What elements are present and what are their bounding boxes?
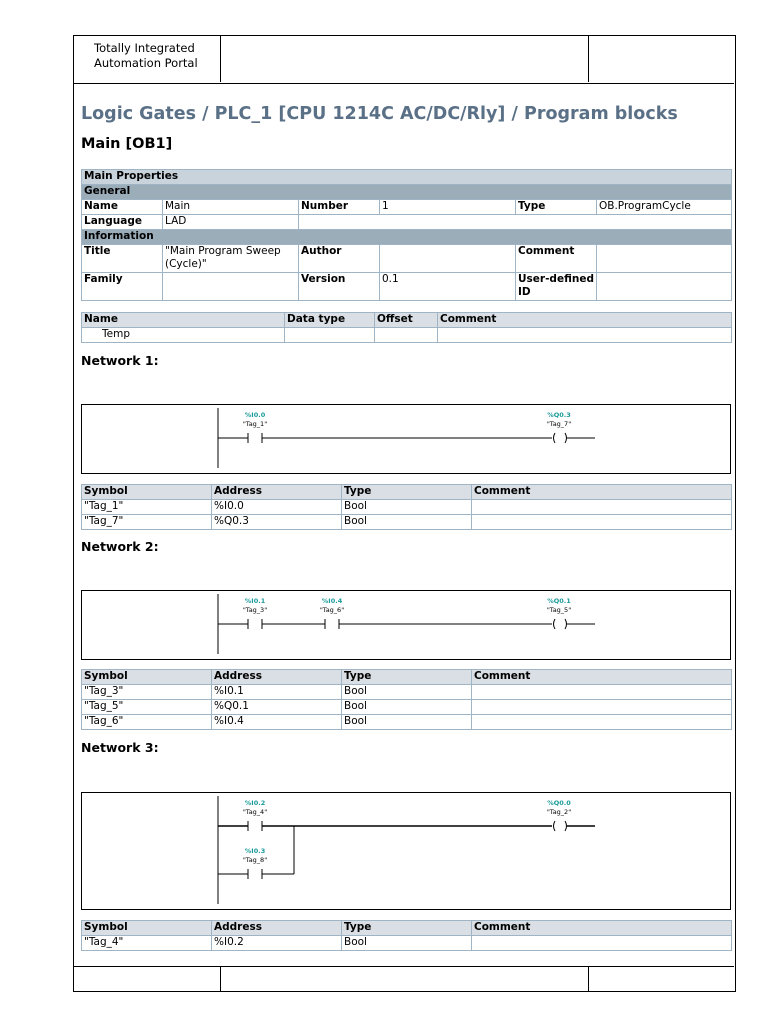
version-label: Version (299, 273, 380, 301)
network-3-title: Network 3: (81, 740, 159, 755)
network-2-diagram (82, 591, 732, 661)
number-value: 1 (380, 200, 516, 215)
interface-cell-comment (438, 328, 732, 343)
contact-tag: "Tag_6" (319, 606, 345, 614)
type-header: Type (342, 670, 472, 685)
interface-table (81, 312, 732, 343)
network-3-ladder (81, 792, 731, 910)
comment-cell (472, 500, 732, 515)
coil-icon (554, 619, 567, 629)
symbol-cell: "Tag_5" (82, 700, 212, 715)
coil-address: %Q0.0 (547, 799, 571, 807)
contact-tag: "Tag_3" (242, 606, 268, 614)
symbol-cell: "Tag_3" (82, 685, 212, 700)
coil-tag: "Tag_5" (546, 606, 572, 614)
symbol-cell: "Tag_4" (82, 936, 212, 951)
language-label: Language (82, 215, 163, 230)
number-label: Number (299, 200, 380, 215)
version-value: 0.1 (380, 273, 516, 301)
section-general: General (82, 185, 732, 200)
page-title: Logic Gates / PLC_1 [CPU 1214C AC/DC/Rly] / Program blocks (81, 104, 678, 124)
interface-row (82, 328, 732, 343)
no-contact-icon (248, 619, 262, 629)
network-1-symbol-table (81, 484, 732, 530)
page-footer (74, 966, 734, 991)
type-header: Type (342, 921, 472, 936)
type-header: Type (342, 485, 472, 500)
network-2-ladder (81, 590, 731, 660)
section-information: Information (82, 230, 732, 245)
title-value: "Main Program Sweep (Cycle)" (163, 245, 299, 273)
language-filler (299, 215, 732, 230)
network-3-diagram (82, 793, 732, 911)
name-label: Name (82, 200, 163, 215)
symbol-header: Symbol (82, 485, 212, 500)
comment-cell (472, 936, 732, 951)
network-1-ladder (81, 404, 731, 474)
interface-header-name: Name (82, 313, 285, 328)
contact-address: %I0.2 (244, 799, 266, 807)
branch-contact-tag: "Tag_8" (242, 856, 268, 864)
symbol-header: Symbol (82, 921, 212, 936)
address-cell: %Q0.1 (212, 700, 342, 715)
symbol-header: Symbol (82, 670, 212, 685)
network-2-title: Network 2: (81, 539, 159, 554)
interface-header-datatype: Data type (285, 313, 375, 328)
coil-tag: "Tag_2" (546, 808, 572, 816)
address-cell: %Q0.3 (212, 515, 342, 530)
type-cell: Bool (342, 715, 472, 730)
type-cell: Bool (342, 500, 472, 515)
address-cell: %I0.0 (212, 500, 342, 515)
comment-cell (472, 515, 732, 530)
contact-tag: "Tag_1" (242, 420, 268, 428)
type-cell: Bool (342, 700, 472, 715)
comment-cell (472, 715, 732, 730)
interface-cell-offset (375, 328, 438, 343)
branch-contact-address: %I0.3 (244, 847, 266, 855)
author-label: Author (299, 245, 380, 273)
contact-tag: "Tag_4" (242, 808, 268, 816)
coil-address: %Q0.3 (547, 411, 571, 419)
address-cell: %I0.4 (212, 715, 342, 730)
interface-header-offset: Offset (375, 313, 438, 328)
header-product-name (74, 36, 221, 82)
comment-label: Comment (516, 245, 597, 273)
interface-cell-datatype (285, 328, 375, 343)
no-contact-icon (248, 869, 262, 879)
title-label: Title (82, 245, 163, 273)
type-cell: Bool (342, 685, 472, 700)
header-line-2: Automation Portal (94, 56, 198, 70)
block-title: Main [OB1] (81, 136, 173, 152)
type-cell: Bool (342, 515, 472, 530)
table-row (82, 936, 732, 951)
interface-cell-name: Temp (82, 328, 285, 343)
network-1-title: Network 1: (81, 353, 159, 368)
contact-address: %I0.1 (244, 597, 266, 605)
type-label: Type (516, 200, 597, 215)
table-row (82, 715, 732, 730)
address-header: Address (212, 670, 342, 685)
no-contact-icon (248, 433, 262, 443)
symbol-cell: "Tag_6" (82, 715, 212, 730)
symbol-cell: "Tag_7" (82, 515, 212, 530)
coil-icon (554, 821, 567, 831)
table-row (82, 685, 732, 700)
comment-header: Comment (472, 670, 732, 685)
network-3-symbol-table (81, 920, 732, 951)
interface-header-comment: Comment (438, 313, 732, 328)
address-cell: %I0.1 (212, 685, 342, 700)
contact-address: %I0.0 (244, 411, 266, 419)
document-page (73, 35, 736, 992)
address-header: Address (212, 485, 342, 500)
header-line-1: Totally Integrated (94, 41, 195, 55)
properties-table (81, 169, 732, 301)
author-value (380, 245, 516, 273)
family-value (163, 273, 299, 301)
type-cell: Bool (342, 936, 472, 951)
comment-value (597, 245, 732, 273)
symbol-cell: "Tag_1" (82, 500, 212, 515)
coil-address: %Q0.1 (547, 597, 571, 605)
table-row (82, 515, 732, 530)
contact-address: %I0.4 (321, 597, 343, 605)
header-divider (588, 36, 589, 82)
language-value: LAD (163, 215, 299, 230)
comment-cell (472, 685, 732, 700)
no-contact-icon (325, 619, 339, 629)
comment-cell (472, 700, 732, 715)
table-row (82, 500, 732, 515)
address-cell: %I0.2 (212, 936, 342, 951)
footer-divider (588, 967, 589, 991)
no-contact-icon (248, 821, 262, 831)
network-1-diagram (82, 405, 732, 475)
page-header (74, 36, 734, 84)
comment-header: Comment (472, 921, 732, 936)
type-value: OB.ProgramCycle (597, 200, 732, 215)
comment-header: Comment (472, 485, 732, 500)
table-row (82, 700, 732, 715)
network-2-symbol-table (81, 669, 732, 730)
udid-label: User-defined ID (516, 273, 597, 301)
address-header: Address (212, 921, 342, 936)
section-main-properties: Main Properties (82, 170, 732, 185)
family-label: Family (82, 273, 163, 301)
coil-icon (554, 433, 567, 443)
udid-value (597, 273, 732, 301)
footer-divider (220, 967, 221, 991)
coil-tag: "Tag_7" (546, 420, 572, 428)
name-value: Main (163, 200, 299, 215)
